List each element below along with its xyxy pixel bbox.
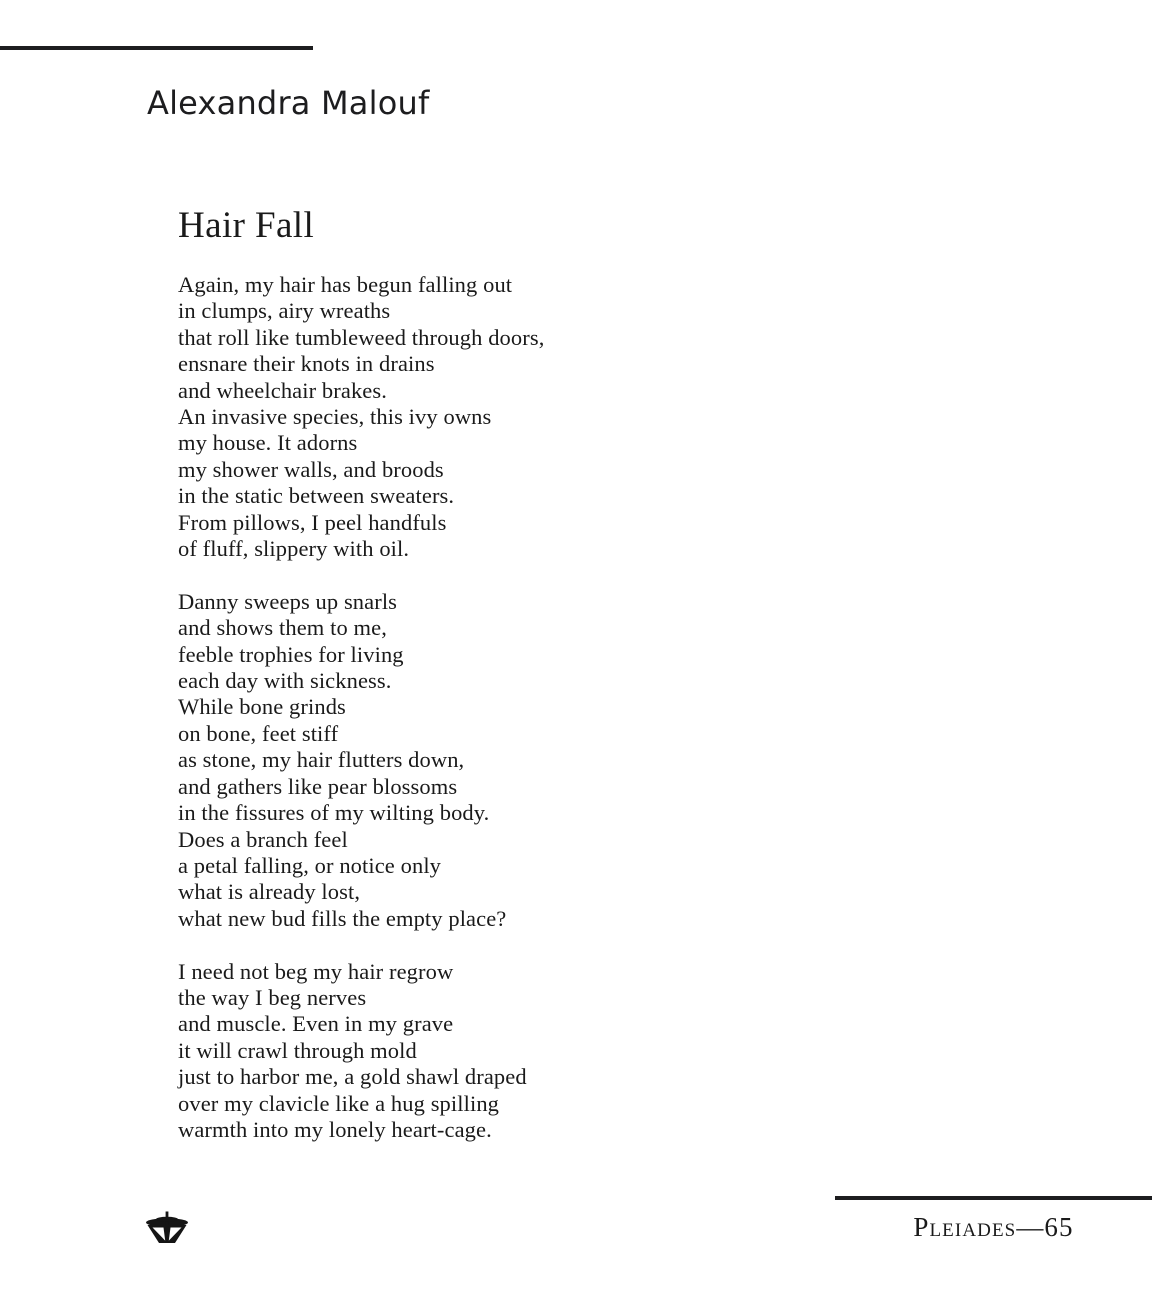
poem-body (178, 272, 738, 1143)
poem-line: what is already lost, (178, 879, 361, 905)
poem-line: as stone, my hair flutters down, (178, 747, 465, 773)
poem-line: in clumps, airy wreaths (178, 298, 391, 324)
poem-title: Hair Fall (178, 204, 315, 246)
footer-rule (835, 1196, 1152, 1200)
author-name: Alexandra Malouf (147, 84, 430, 122)
journal-page-mark: Pleiades—65 (913, 1212, 1074, 1242)
poem-line: my shower walls, and broods (178, 456, 444, 482)
poem-line: and shows them to me, (178, 615, 387, 641)
poem-line: Danny sweeps up snarls (178, 588, 398, 614)
poem-line: a petal falling, or notice only (178, 852, 442, 878)
stanza (178, 959, 738, 1144)
poem-line: From pillows, I peel handfuls (178, 509, 447, 535)
pleiades-vessel-emblem-icon (144, 1208, 190, 1248)
poem-line: in the fissures of my wilting body. (178, 800, 490, 826)
poem-line: While bone grinds (178, 694, 346, 720)
poem-line: what new bud fills the empty place? (178, 905, 507, 931)
poem-line: feeble trophies for living (178, 641, 404, 667)
poem-line: and wheelchair brakes. (178, 377, 387, 403)
header-rule (0, 46, 313, 50)
poem-line: just to harbor me, a gold shawl draped (178, 1064, 527, 1090)
poem-line: I need not beg my hair regrow (178, 958, 454, 984)
poem-line: that roll like tumbleweed through doors, (178, 324, 545, 350)
poem-line: over my clavicle like a hug spilling (178, 1090, 500, 1116)
poem-line: on bone, feet stiff (178, 720, 339, 746)
poem-line: the way I beg nerves (178, 984, 367, 1010)
poem-line: ensnare their knots in drains (178, 351, 435, 377)
poem-line: in the static between sweaters. (178, 483, 455, 509)
poem-line: and gathers like pear blossoms (178, 773, 458, 799)
poem-line: An invasive species, this ivy owns (178, 404, 492, 430)
poem-line: Does a branch feel (178, 826, 348, 852)
stanza (178, 589, 738, 932)
poem-line: my house. It adorns (178, 430, 358, 456)
poem-line: Again, my hair has begun falling out (178, 272, 513, 297)
stanza (178, 272, 738, 562)
poem-line: and muscle. Even in my grave (178, 1011, 454, 1037)
poem-line: of fluff, slippery with oil. (178, 536, 410, 562)
poem-line: warmth into my lonely heart-cage. (178, 1116, 492, 1142)
poem-line: each day with sickness. (178, 668, 392, 694)
poem-line: it will crawl through mold (178, 1037, 417, 1063)
